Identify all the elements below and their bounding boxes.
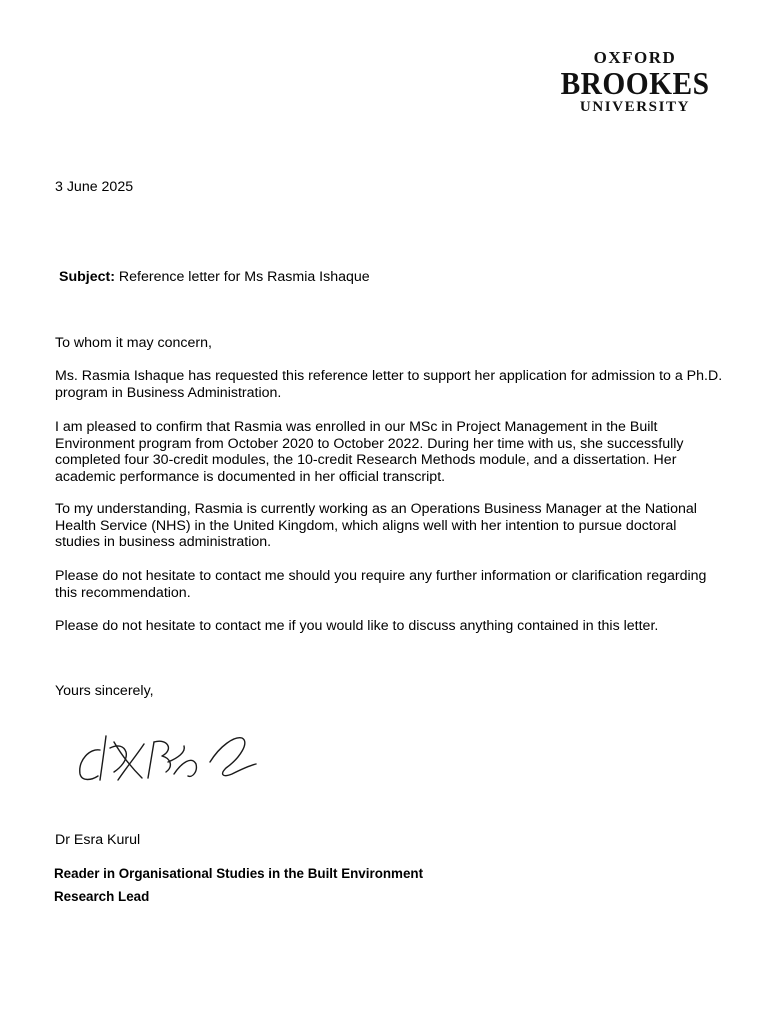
signer-role: Research Lead xyxy=(54,889,150,904)
letter-greeting: To whom it may concern, xyxy=(55,335,212,351)
paragraph-employment: To my understanding, Rasmia is currently working as an Operations Business Manager at the National Health Service (NHS) in the United Kingdom, which aligns well with her intention to pursue doctoral studies in business administration. xyxy=(55,501,697,550)
paragraph-contact: Please do not hesitate to contact me should you require any further information or clarification regarding this recommendation. xyxy=(55,568,707,601)
logo-line-oxford: OXFORD xyxy=(593,48,677,67)
logo-line-brookes: BROOKES xyxy=(560,65,710,101)
letter-subject xyxy=(59,269,729,286)
paragraph-enrolment: I am pleased to confirm that Rasmia was enrolled in our MSc in Project Management in the Built Environment program from October 2020 to October 2022. During her time with us, she successfully completed four 30-credit modules, the 10-credit Research Methods module, and a dissertation. Her academic performance is documented in her official transcript. xyxy=(55,419,684,485)
logo-line-university: UNIVERSITY xyxy=(579,99,691,115)
paragraph-discuss: Please do not hesitate to contact me if you would like to discuss anything contained in this letter. xyxy=(55,618,659,634)
letter-closing: Yours sincerely, xyxy=(55,683,154,699)
signer-name: Dr Esra Kurul xyxy=(55,832,141,848)
paragraph-request: Ms. Rasmia Ishaque has requested this reference letter to support her application for admission to a Ph.D. program in Business Administration. xyxy=(55,368,723,401)
letter-date: 3 June 2025 xyxy=(55,179,134,195)
subject-text: Reference letter for Ms Rasmia Ishaque xyxy=(114,269,370,285)
subject-label: Subject: xyxy=(59,269,115,285)
handwritten-signature xyxy=(70,722,270,792)
signer-title: Reader in Organisational Studies in the Built Environment xyxy=(54,866,424,881)
university-logo xyxy=(550,48,720,116)
